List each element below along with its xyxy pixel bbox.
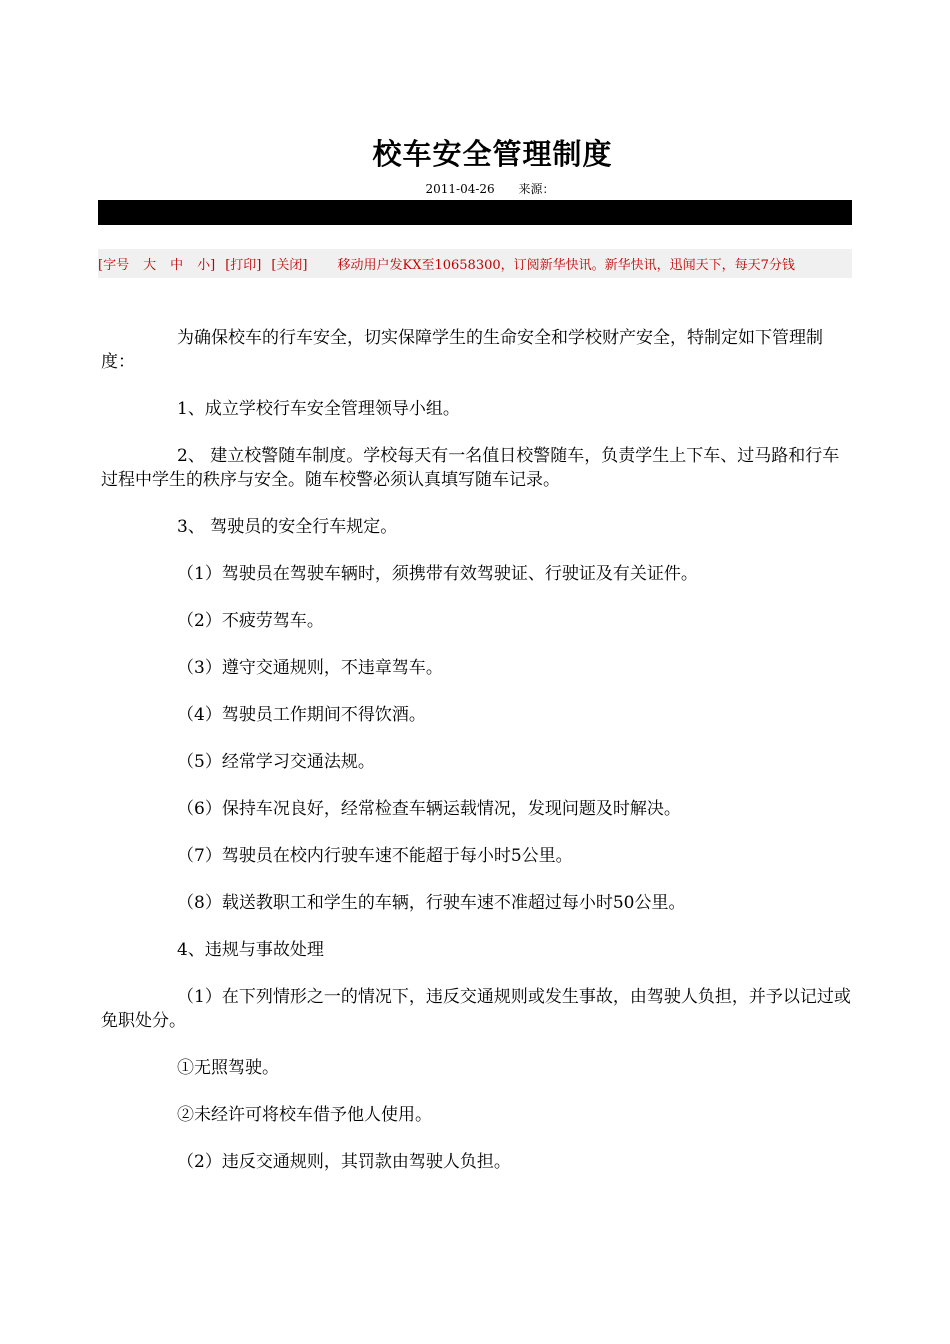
rule-item: （7）驾驶员在校内行驶车速不能超于每小时5公里。 [177,846,573,866]
item-2: 2、 建立校警随车制度。学校每天有一名值日校警随车，负责学生上下车、过马路和行车过程中学生的秩序与安全。随车校警必须认真填写随车记录。 [101,446,840,490]
rule-item: （4）驾驶员工作期间不得饮酒。 [177,705,426,725]
font-size-large-button[interactable]: 大 [143,258,157,273]
rule-item: （2）不疲劳驾车。 [177,611,324,631]
item-4-1-b: ②未经许可将校车借予他人使用。 [177,1105,432,1125]
font-size-label: [字号 [98,258,130,273]
item-3: 3、 驾驶员的安全行车规定。 [177,517,398,537]
font-size-small-button[interactable]: 小] [197,258,216,273]
close-button[interactable]: [关闭] [271,258,308,273]
item-4-1-a: ①无照驾驶。 [177,1058,279,1078]
rule-item: （5）经常学习交通法规。 [177,752,375,772]
rule-item: （6）保持车况良好，经常检查车辆运载情况，发现问题及时解决。 [177,799,681,819]
font-size-medium-button[interactable]: 中 [170,258,184,273]
rule-item: （3）遵守交通规则，不违章驾车。 [177,658,443,678]
article-toolbar [98,249,852,278]
page-title: 校车安全管理制度 [372,137,613,171]
intro-paragraph: 为确保校车的行车安全，切实保障学生的生命安全和学校财产安全，特制定如下管理制度： [101,328,823,372]
source-label: 来源： [518,182,555,196]
article-body [101,326,853,1197]
rule-item: （1）驾驶员在驾驶车辆时，须携带有效驾驶证、行驶证及有关证件。 [177,564,698,584]
item-4-2: （2）违反交通规则，其罚款由驾驶人负担。 [177,1152,511,1172]
article-meta [0,180,950,197]
publish-date: 2011-04-26 [425,182,495,196]
item-4: 4、违规与事故处理 [177,940,324,960]
print-button[interactable]: [打印] [225,258,262,273]
rule-item: （8）载送教职工和学生的车辆，行驶车速不准超过每小时50公里。 [177,893,686,913]
item-1: 1、成立学校行车安全管理领导小组。 [177,399,460,419]
promo-link[interactable]: 移动用户发KX至10658300，订阅新华快讯。新华快讯，迅闻天下，每天7分钱 [337,258,795,273]
header-bar [98,200,852,225]
item-4-1: （1）在下列情形之一的情况下，违反交通规则或发生事故，由驾驶人负担，并予以记过或免职处分。 [101,987,851,1031]
